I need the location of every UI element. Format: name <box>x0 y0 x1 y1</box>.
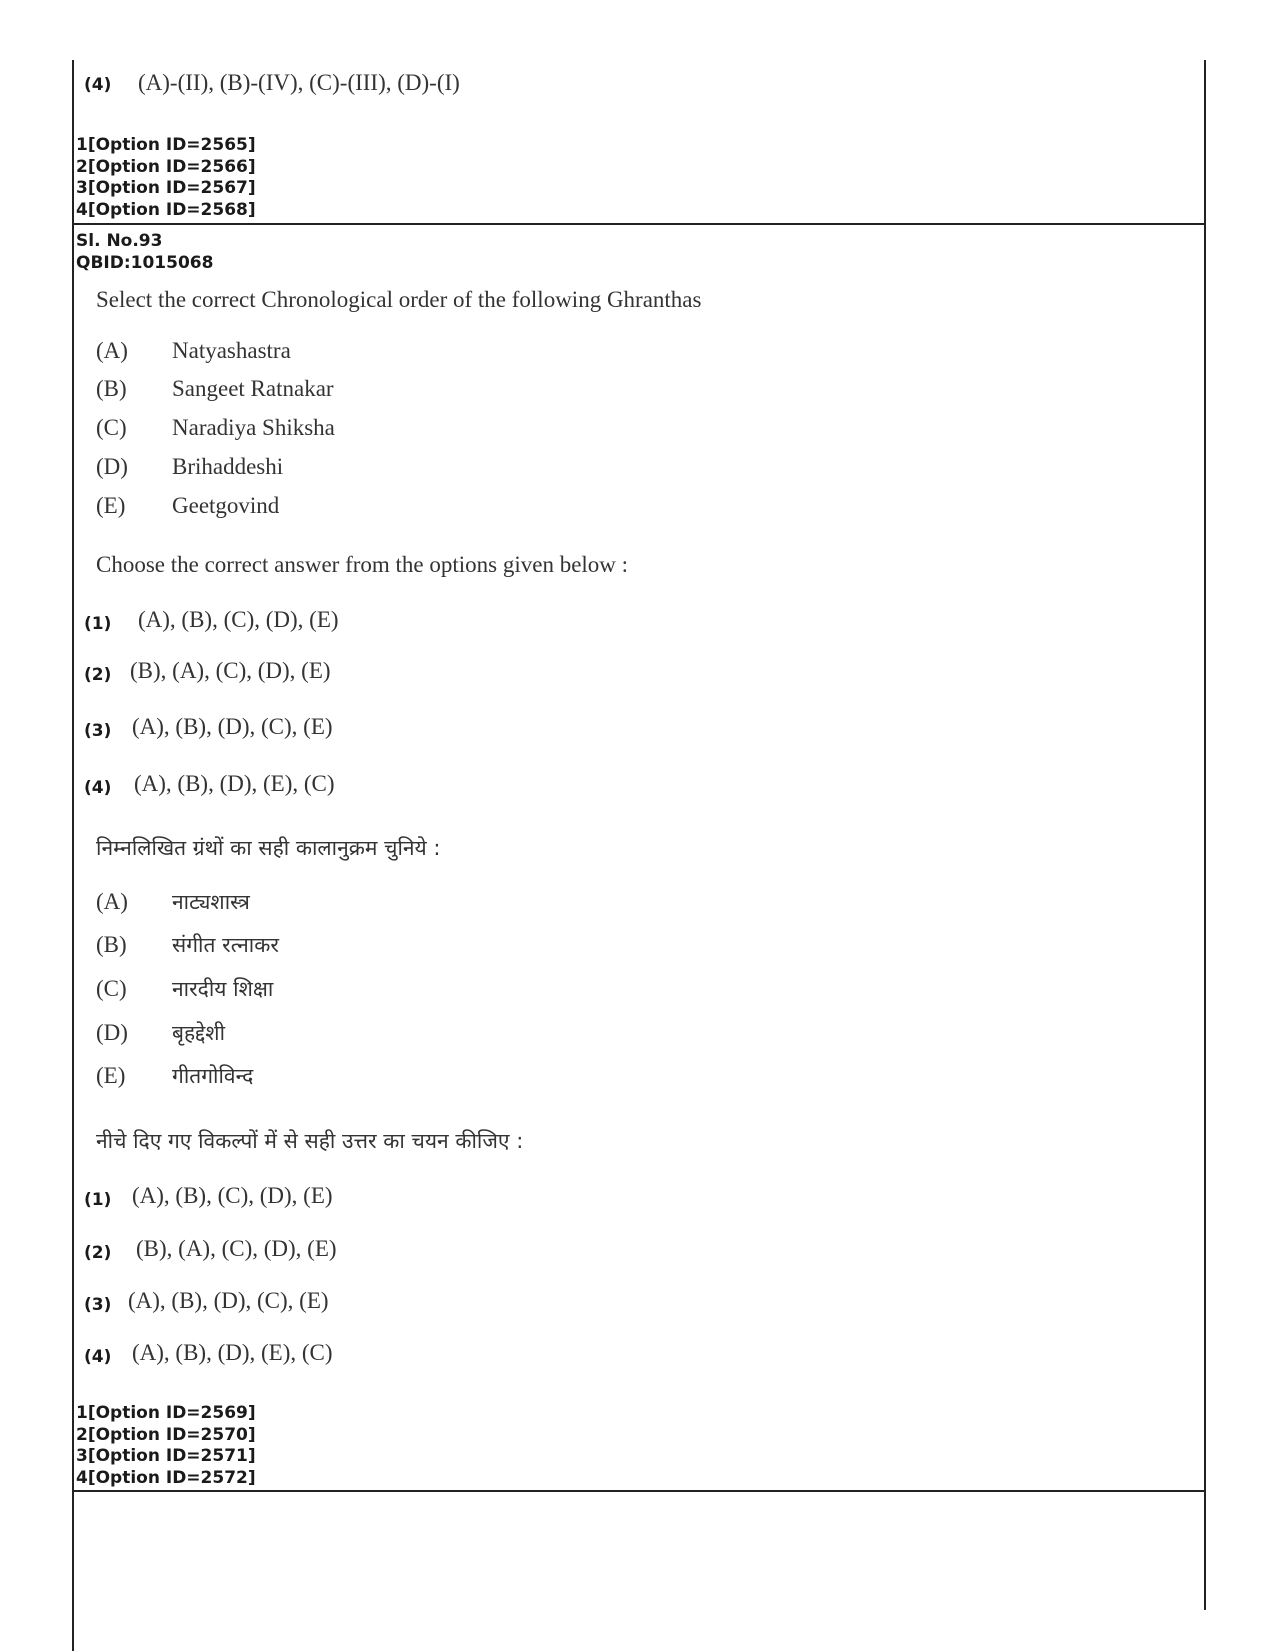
item-text: नाट्यशास्त्र <box>172 890 250 914</box>
item-label: (D) <box>96 454 128 479</box>
left-border <box>72 60 74 1651</box>
option-id: 3[Option ID=2571] <box>76 1446 256 1466</box>
option-number: (1) <box>84 1190 112 1210</box>
prev-option-id: 3[Option ID=2567] <box>76 178 256 198</box>
item-text: Geetgovind <box>172 493 280 518</box>
option-text: (A), (B), (D), (E), (C) <box>132 1340 333 1365</box>
option-text: (A), (B), (C), (D), (E) <box>132 1183 333 1208</box>
serial-number: Sl. No.93 <box>76 231 163 251</box>
prev-option-id: 2[Option ID=2566] <box>76 156 256 177</box>
divider-top <box>72 223 1206 225</box>
option-number: (4) <box>84 1347 112 1367</box>
item-label: (C) <box>96 976 127 1001</box>
item-text: नारदीय शिक्षा <box>172 977 274 1001</box>
prev-option-text: (A)-(II), (B)-(IV), (C)-(III), (D)-(I) <box>138 70 460 95</box>
option-number: (3) <box>84 721 112 741</box>
item-text: बृहद्देशी <box>172 1021 226 1045</box>
option-text: (A), (B), (D), (E), (C) <box>134 771 335 796</box>
prev-option-ids <box>76 135 256 221</box>
item-label: (D) <box>96 1020 128 1045</box>
divider-bottom <box>72 1490 1206 1492</box>
option-id: 1[Option ID=2569] <box>76 1403 256 1423</box>
choose-instruction-hindi: नीचे दिए गए विकल्पों में से सही उत्तर का चयन कीजिए : <box>96 1129 524 1153</box>
item-text: Natyashastra <box>172 338 291 363</box>
item-text: Brihaddeshi <box>172 454 284 479</box>
option-ids <box>76 1403 256 1489</box>
item-text: Naradiya Shiksha <box>172 415 335 440</box>
option-text: (A), (B), (C), (D), (E) <box>138 607 339 632</box>
option-number: (2) <box>84 1243 112 1263</box>
prev-option-id: 4[Option ID=2568] <box>76 199 256 220</box>
right-border <box>1204 60 1206 1610</box>
option-id: 4[Option ID=2572] <box>76 1467 256 1488</box>
prev-option-number: (4) <box>84 75 112 95</box>
item-label: (B) <box>96 376 127 401</box>
option-text: (A), (B), (D), (C), (E) <box>132 714 333 739</box>
item-label: (E) <box>96 1063 126 1088</box>
item-text: Sangeet Ratnakar <box>172 376 334 401</box>
question-prompt-hindi: निम्नलिखित ग्रंथों का सही कालानुक्रम चुनिये : <box>96 836 441 860</box>
item-label: (E) <box>96 493 126 518</box>
qbid: QBID:1015068 <box>76 252 214 273</box>
option-text: (B), (A), (C), (D), (E) <box>136 1236 337 1261</box>
item-label: (B) <box>96 932 127 957</box>
question-prompt-english: Select the correct Chronological order of the following Ghranthas <box>96 287 702 312</box>
option-text: (A), (B), (D), (C), (E) <box>128 1288 329 1313</box>
item-label: (C) <box>96 415 127 440</box>
option-number: (3) <box>84 1295 112 1315</box>
question-header <box>76 231 213 274</box>
item-label: (A) <box>96 889 128 914</box>
prev-option-id: 1[Option ID=2565] <box>76 135 256 155</box>
option-text: (B), (A), (C), (D), (E) <box>130 658 331 683</box>
option-id: 2[Option ID=2570] <box>76 1424 256 1445</box>
option-number: (2) <box>84 665 112 685</box>
item-text: संगीत रत्नाकर <box>172 933 279 957</box>
option-number: (4) <box>84 778 112 798</box>
choose-instruction-english: Choose the correct answer from the options given below : <box>96 552 629 577</box>
item-label: (A) <box>96 338 128 363</box>
option-number: (1) <box>84 614 112 634</box>
item-text: गीतगोविन्द <box>172 1064 254 1088</box>
